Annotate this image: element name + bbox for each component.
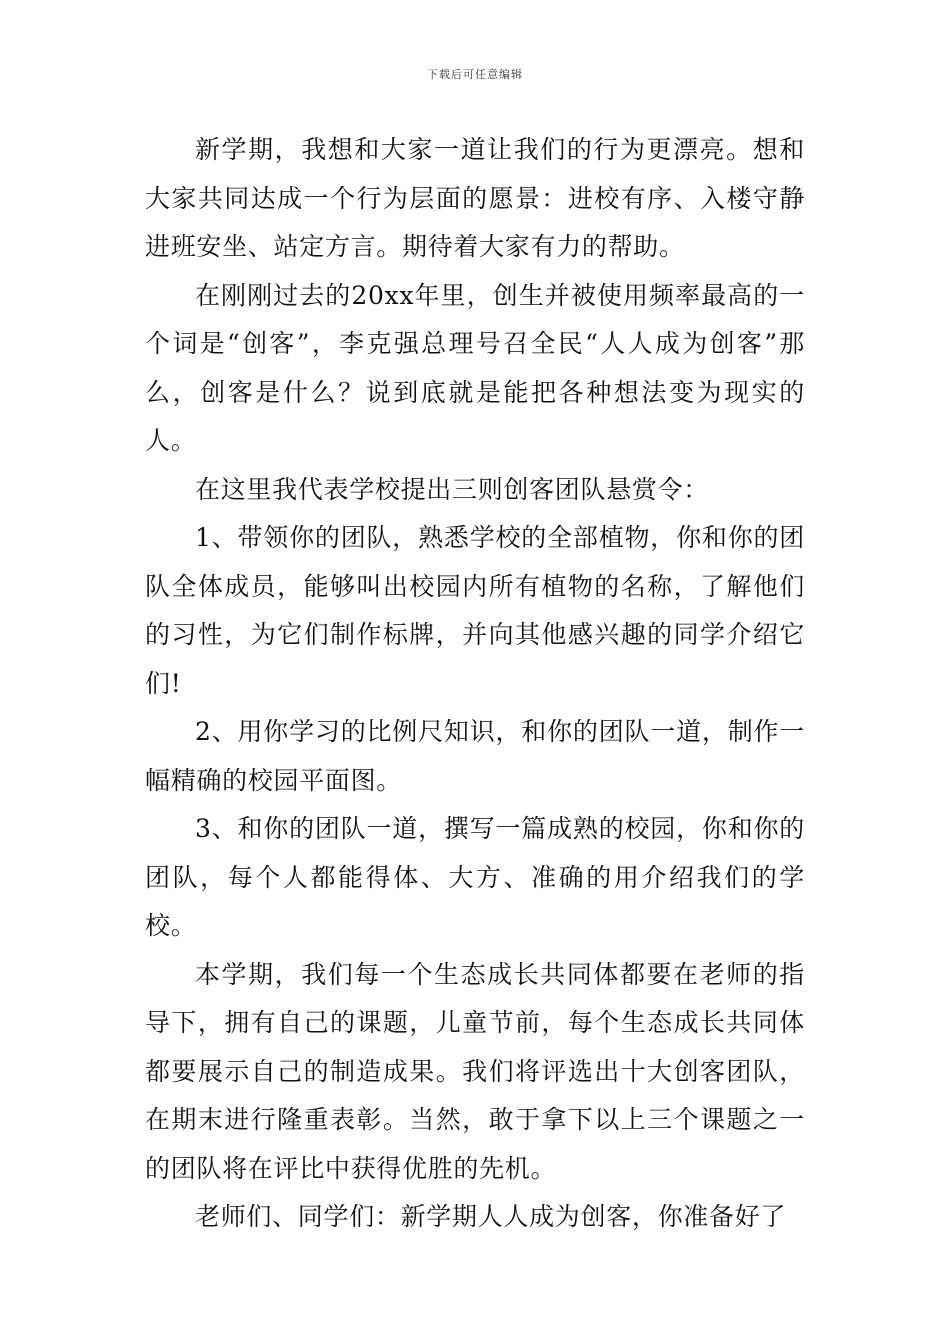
- paragraph-maker: 在刚刚过去的20xx年里，创生并被使用频率最高的一个词是“创客”，李克强总理号召全民“人人成为创客”那么，创客是什么？说到底就是能把各种想法变为现实的人。: [145, 280, 805, 455]
- page-header-note: 下载后可任意编辑: [427, 68, 523, 81]
- paragraph-bounty-2: 2、用你学习的比例尺知识，和你的团队一道，制作一幅精确的校园平面图。: [145, 717, 805, 795]
- document-body: [145, 126, 805, 1242]
- paragraph-closing: 老师们、同学们：新学期人人成为创客，你准备好了: [195, 1202, 787, 1231]
- paragraph-new-semester: 新学期，我想和大家一道让我们的行为更漂亮。想和大家共同达成一个行为层面的愿景：进校有序、入楼守静进班安坐、站定方言。期待着大家有力的帮助。: [145, 135, 805, 261]
- paragraph-bounty-intro: 在这里我代表学校提出三则创客团队悬赏令：: [195, 474, 710, 504]
- paragraph-semester-plan: 本学期，我们每一个生态成长共同体都要在老师的指导下，拥有自己的课题，儿童节前，每个生态成长共同体都要展示自己的制造成果。我们将评选出十大创客团队，在期末进行隆重表彰。当然，敢于拿下以上三个课题之一的团队将在评比中获得优胜的先机。: [145, 959, 805, 1183]
- paragraph-bounty-1: 1、带领你的团队，熟悉学校的全部植物，你和你的团队全体成员，能够叫出校园内所有植物的名称，了解他们的习性，为它们制作标牌，并向其他感兴趣的同学介绍它们!: [145, 523, 805, 698]
- paragraph-bounty-3: 3、和你的团队一道，撰写一篇成熟的校园，你和你的团队，每个人都能得体、大方、准确的用介绍我们的学校。: [145, 814, 805, 940]
